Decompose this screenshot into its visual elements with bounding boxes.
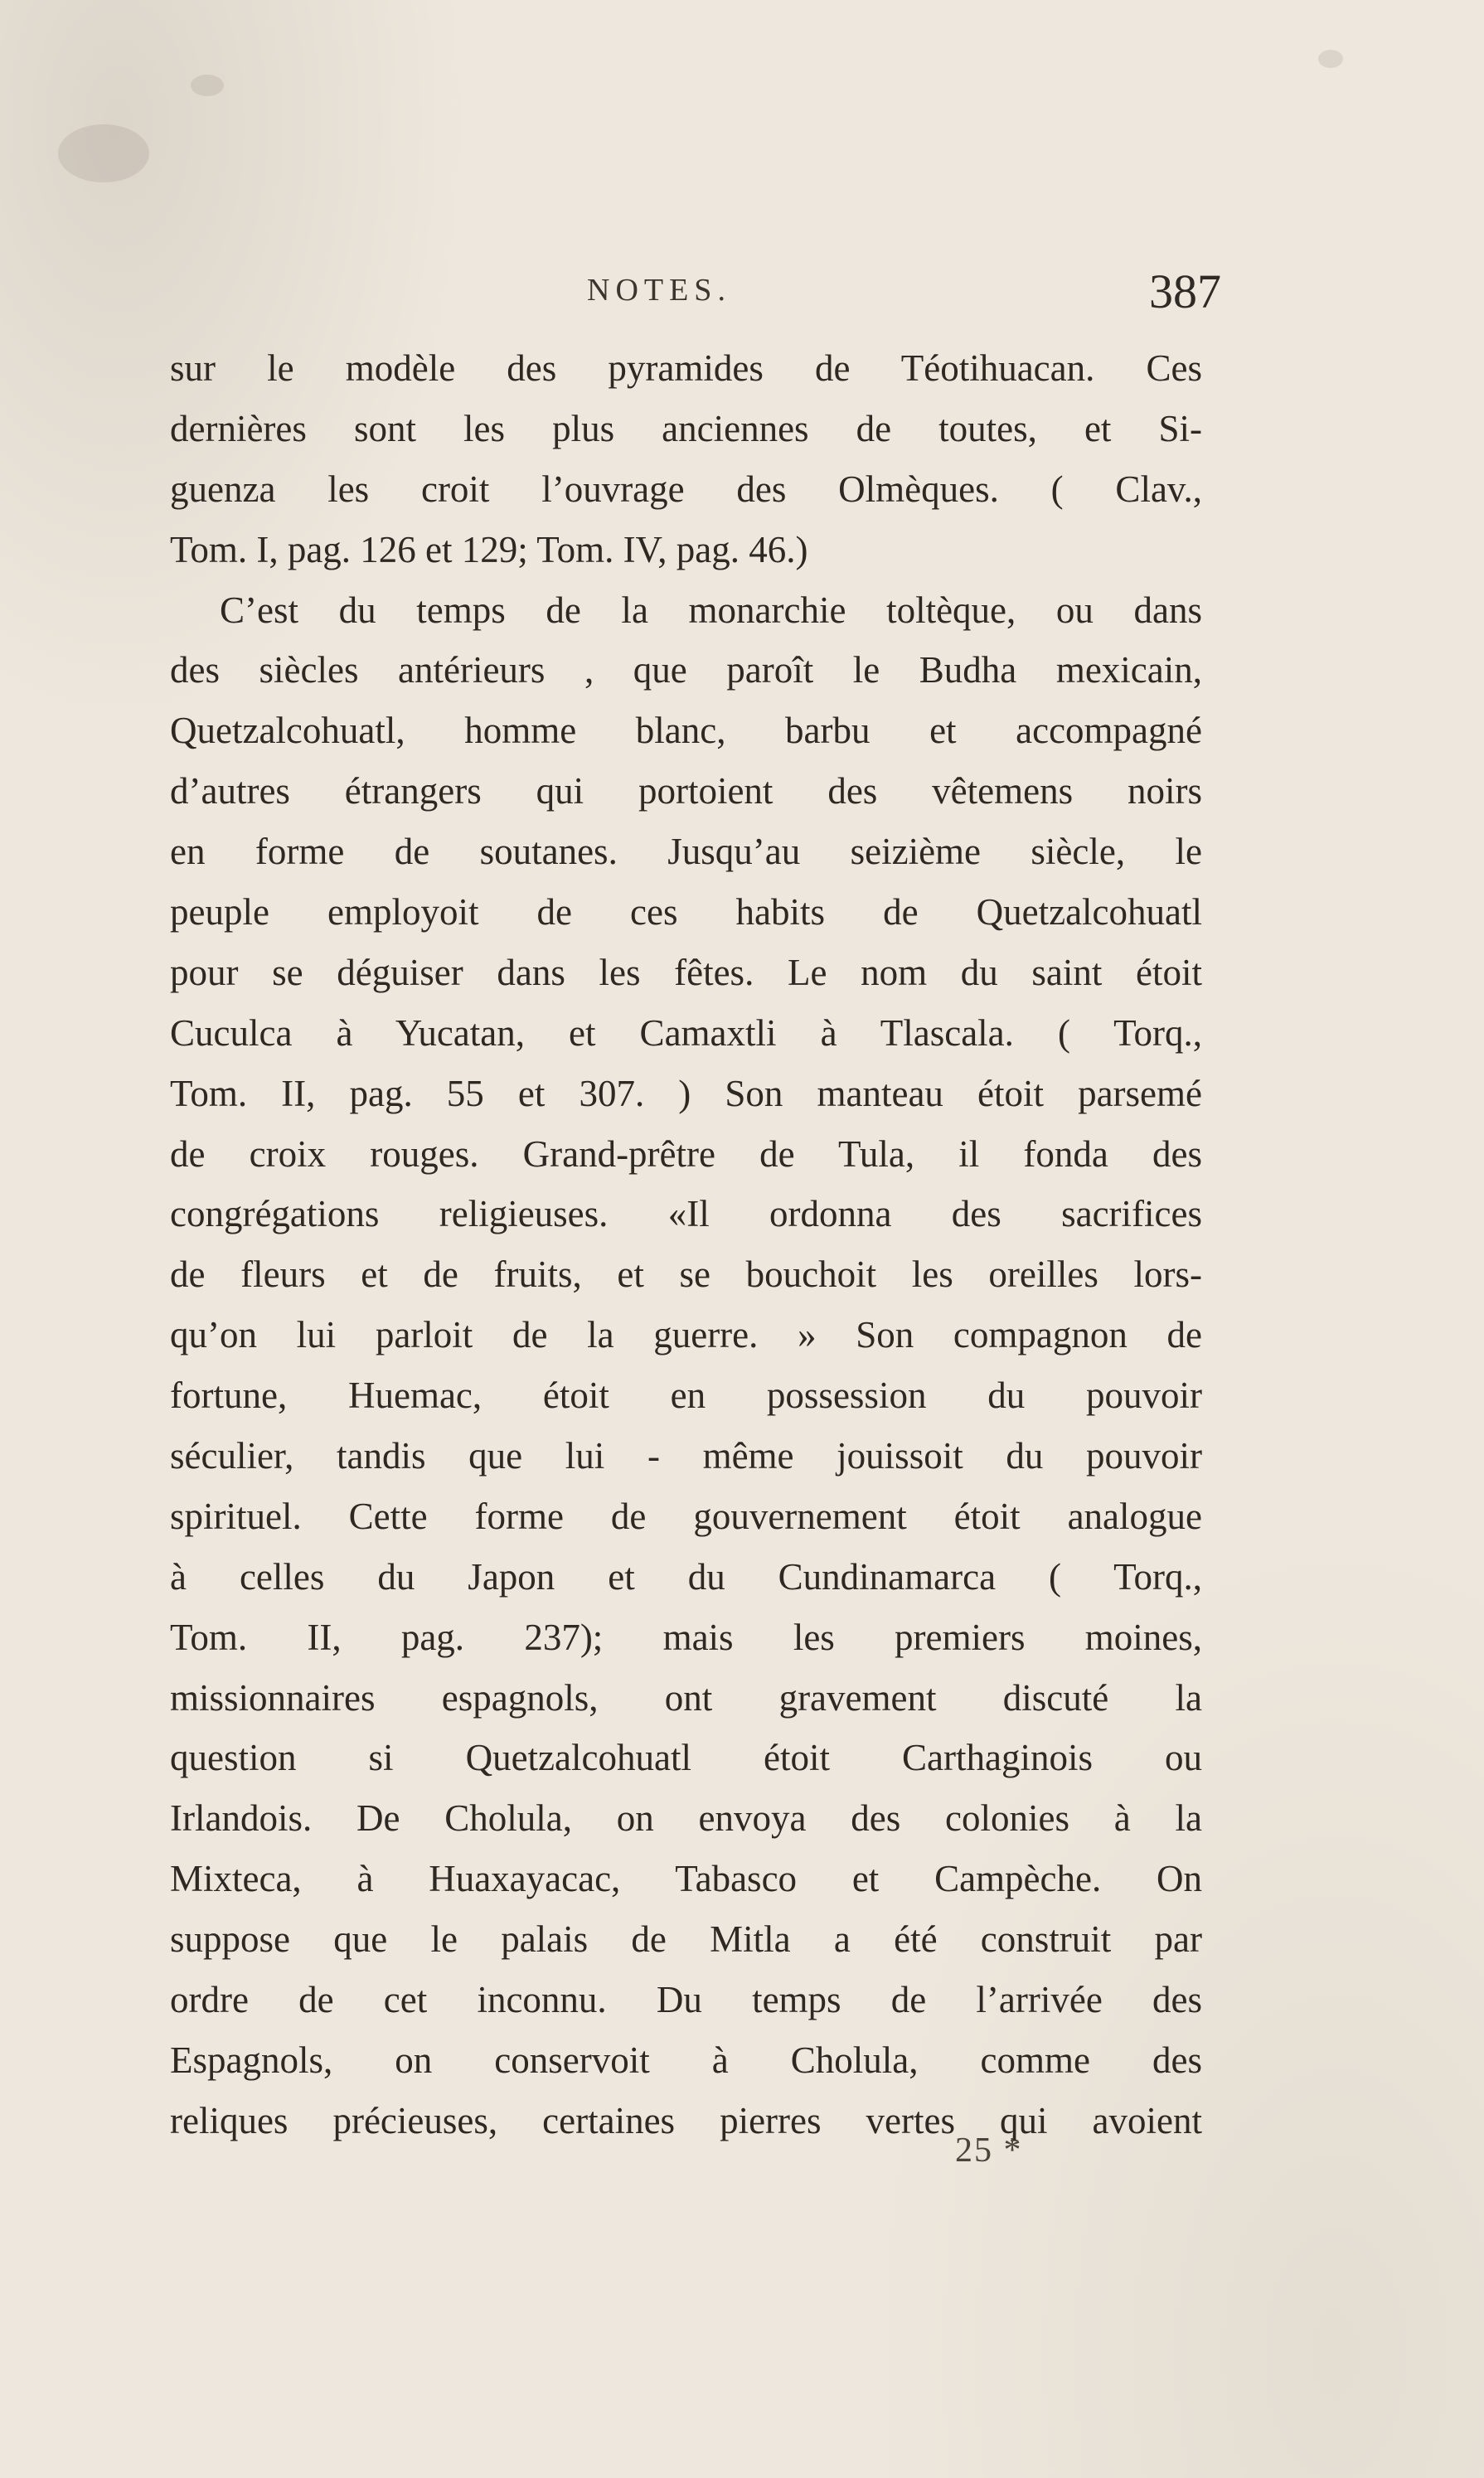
text-line: Quetzalcohuatl, homme blanc, barbu et accompagné [170,710,1202,752]
text-line: à celles du Japon et du Cundinamarca ( Torq., [170,1555,1202,1598]
body-text [170,338,1202,2151]
text-line: Espagnols, on conservoit à Cholula, comme des [170,2039,1202,2081]
text-line: C’est du temps de la monarchie toltèque, ou dans [220,589,1202,631]
text-line: qu’on lui parloit de la guerre. » Son compagnon de [170,1314,1202,1356]
text-line: Tom. II, pag. 55 et 307. ) Son manteau étoit parsemé [170,1072,1202,1114]
text-line: séculier, tandis que lui - même jouissoit du pouvoir [170,1435,1202,1477]
paper-stain [191,75,224,96]
text-line: spirituel. Cette forme de gouvernement étoit analogue [170,1495,1202,1537]
text-line: guenza les croit l’ouvrage des Olmèques. ( Clav., [170,468,1202,510]
text-line: sur le modèle des pyramides de Téotihuacan. Ces [170,347,1202,389]
text-line: missionnaires espagnols, ont gravement discuté la [170,1676,1202,1719]
text-line: Tom. II, pag. 237); mais les premiers moines, [170,1616,1202,1658]
text-line: de croix rouges. Grand-prêtre de Tula, il fonda des [170,1132,1202,1175]
text-line: Mixteca, à Huaxayacac, Tabasco et Campèche. On [170,1858,1202,1900]
text-line: suppose que le palais de Mitla a été construit par [170,1918,1202,1961]
text-line: dernières sont les plus anciennes de toutes, et Si- [170,407,1202,449]
text-line: ordre de cet inconnu. Du temps de l’arrivée des [170,1979,1202,2021]
running-head [177,264,1221,338]
text-line: en forme de soutanes. Jusqu’au seizième siècle, le [170,831,1202,873]
text-line: congrégations religieuses. «Il ordonna des sacrifices [170,1193,1202,1235]
text-line: d’autres étrangers qui portoient des vêtemens noirs [170,770,1202,812]
text-line: Tom. I, pag. 126 et 129; Tom. IV, pag. 46.) [170,528,808,570]
signature-mark: 25 * [955,2131,1023,2170]
paper-stain [1318,50,1343,68]
text-line: Cuculca à Yucatan, et Camaxtli à Tlascala. ( Torq., [170,1011,1202,1054]
running-head-title: NOTES. [587,273,731,308]
page-number: 387 [1149,264,1221,318]
text-line: reliques précieuses, certaines pierres vertes qui avoient [170,2099,1202,2141]
text-line: de fleurs et de fruits, et se bouchoit les oreilles lors- [170,1254,1202,1296]
paper-stain [58,124,149,182]
text-line: fortune, Huemac, étoit en possession du pouvoir [170,1375,1202,1417]
text-line: peuple employoit de ces habits de Quetzalcohuatl [170,891,1202,933]
text-line: pour se déguiser dans les fêtes. Le nom du saint étoit [170,951,1202,993]
text-line: Irlandois. De Cholula, on envoya des colonies à la [170,1797,1202,1840]
text-line: des siècles antérieurs , que paroît le Budha mexicain, [170,649,1202,691]
text-line: question si Quetzalcohuatl étoit Carthaginois ou [170,1737,1202,1779]
